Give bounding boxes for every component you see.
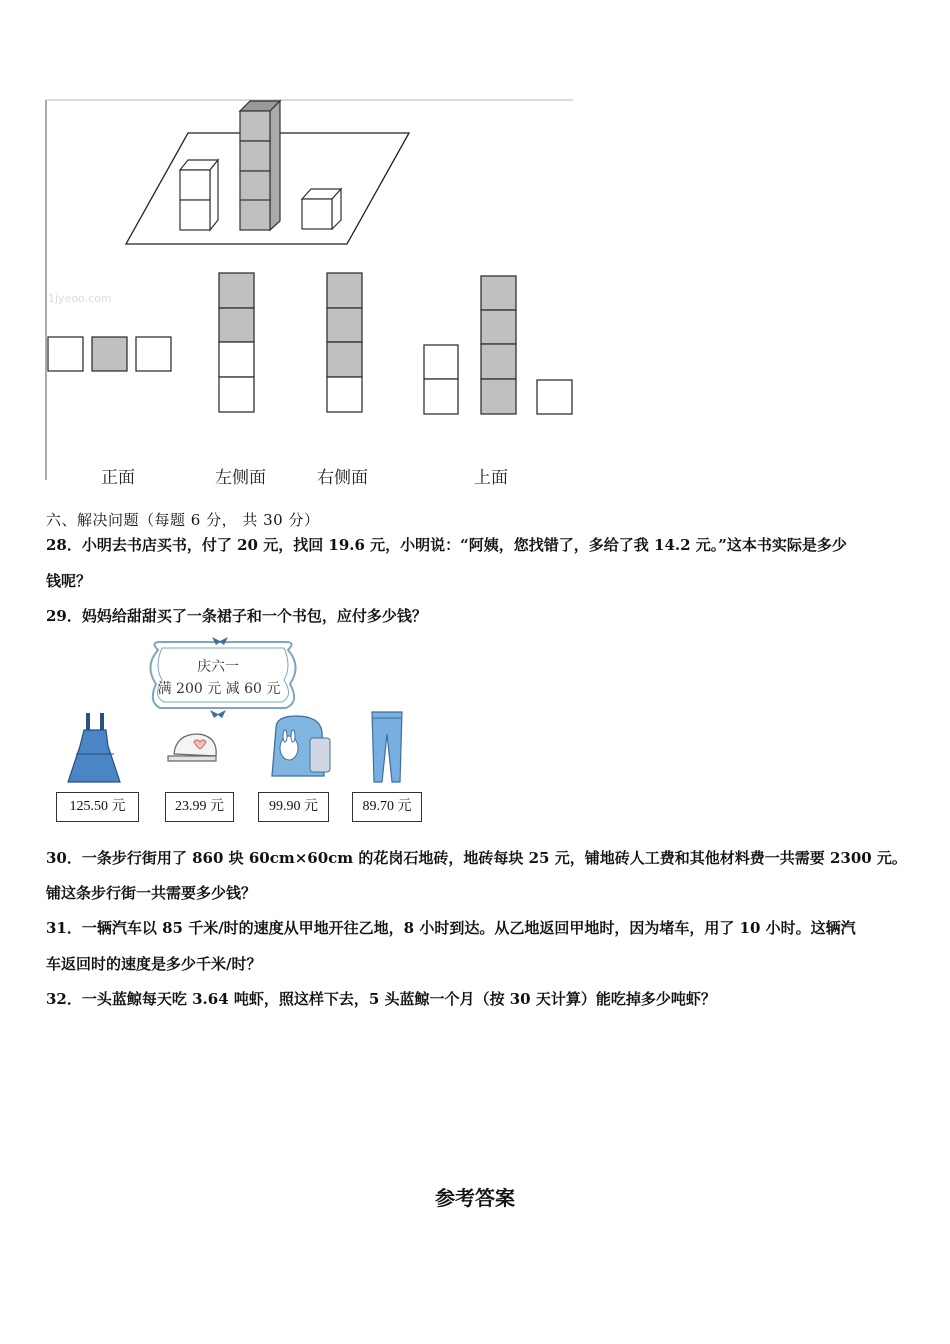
answer-section-title: 参考答案 [435, 1186, 515, 1210]
cube-single-right [302, 189, 341, 229]
label-right-side-view: 右侧面 [317, 468, 368, 488]
jeans-icon [372, 712, 402, 782]
promo-banner-offer: 满 200 元 减 60 元 [157, 681, 281, 697]
question-30-line1: 30．一条步行街用了 860 块 60cm×60cm 的花岗石地砖，地砖每块 25 元，铺地砖人工费和其他材料费一共需要 2300 元。 [46, 849, 907, 867]
view-top [424, 276, 572, 414]
watermark: 1jyeoo.com [48, 292, 112, 305]
cap-icon [168, 734, 216, 761]
backpack-icon [272, 716, 330, 776]
question-28-line1: 28．小明去书店买书，付了 20 元，找回 19.6 元，小明说：“阿姨，您找错了，多给了我 14.2 元。”这本书实际是多少 [46, 536, 847, 554]
question-30-line2: 铺这条步行街一共需要多少钱？ [46, 884, 257, 902]
question-31-line1: 31．一辆汽车以 85 千米/时的速度从甲地开往乙地，8 小时到达。从乙地返回甲地时，因为堵车，用了 10 小时。这辆汽 [46, 919, 856, 937]
dress-icon [68, 713, 120, 782]
view-left-side [219, 273, 254, 412]
label-top-view: 上面 [474, 468, 508, 488]
price-tag-cap: 23.99 元 [165, 792, 234, 822]
cube-views-figure [0, 0, 950, 500]
price-tag-jeans: 89.70 元 [352, 792, 422, 822]
label-left-side-view: 左侧面 [215, 468, 266, 488]
cube-stack-middle [240, 101, 280, 230]
question-32: 32．一头蓝鲸每天吃 3.64 吨虾，照这样下去，5 头蓝鲸一个月（按 30 天计算）能吃掉多少吨虾？ [46, 990, 716, 1008]
question-29: 29．妈妈给甜甜买了一条裙子和一个书包，应付多少钱？ [46, 607, 427, 625]
promo-banner-title: 庆六一 [197, 659, 239, 675]
price-tag-dress: 125.50 元 [56, 792, 139, 822]
cube-stack-left [180, 160, 218, 230]
label-front-view: 正面 [101, 468, 135, 488]
question-28-line2: 钱呢？ [46, 572, 92, 590]
price-tag-backpack: 99.90 元 [258, 792, 329, 822]
section-title: 六、解决问题（每题 6 分， 共 30 分） [46, 511, 320, 529]
question-31-line2: 车返回时的速度是多少千米/时？ [46, 955, 262, 973]
view-right-side [327, 273, 362, 412]
view-front [48, 337, 171, 371]
